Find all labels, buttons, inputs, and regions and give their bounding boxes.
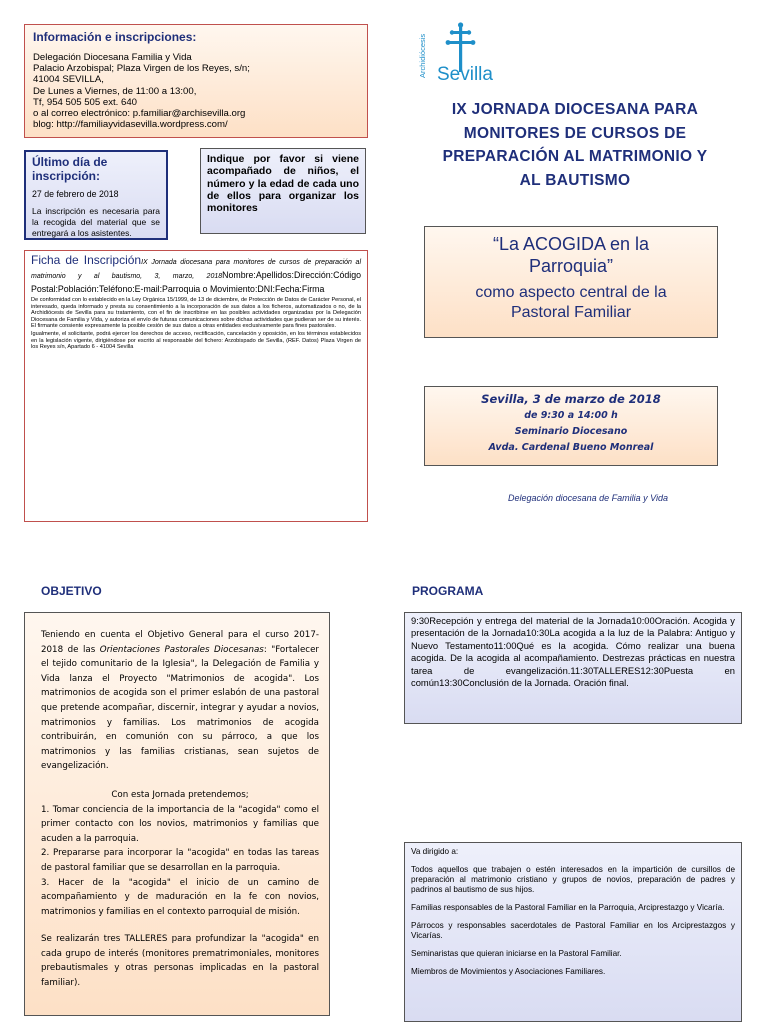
objetivo-box [24, 612, 330, 1016]
audience-box [404, 842, 742, 1022]
info-line: Tf, 954 505 505 ext. 640 [33, 96, 138, 108]
programa-heading: PROGRAMA [412, 584, 484, 598]
deadline-box [24, 150, 168, 240]
form-event: IX Jornada diocesana para monitores de cursos de preparación al matrimonio y al bautismo, 3, marzo, 2018 [31, 259, 362, 280]
objetivo-item: 3. Hacer de la "acogida" el inicio de un camino de acompañamiento y de maduración en la fe con novios, matrimonios y familias en el contexto parroquial de misión. [41, 877, 319, 917]
form-header [31, 254, 361, 296]
objetivo-item: 2. Prepararse para incorporar la "acogida" en todas las tareas de pastoral familiar que se desarrollan en la parroquia. [41, 848, 319, 873]
theme-quote: “La ACOGIDA en la [492, 234, 650, 254]
objetivo-italic: Orientaciones Pastorales Diocesanas [99, 644, 264, 655]
info-title: Información e inscripciones: [33, 30, 197, 44]
objetivo-text: Teniendo en cuenta el Objetivo General para el curso 2017-2018 de las [41, 630, 319, 655]
info-email: o al correo electrónico: p.familiar@archisevilla.org [33, 108, 246, 120]
audience-heading: Va dirigido a: [411, 847, 459, 856]
info-line: Palacio Arzobispal; Plaza Virgen de los Reyes, s/n; [33, 63, 250, 75]
registration-form [24, 250, 368, 522]
objetivo-talleres: Se realizarán tres TALLERES para profundizar la "acogida" en cada grupo de interés (monitores prematrimoniales, monitores prebautismales y otras personas implicadas en la pastoral familiar). [41, 934, 319, 989]
title-line: MONITORES DE CURSOS DE [463, 124, 687, 142]
objetivo-text: : "Fortalecer el tejido comunitario de la Iglesia", la Delegación de Familia y Vida lanza el Proyecto "Matrimonios de acogida". Los matrimonios de acogida son el primer eslabón de una pastoral que pretende acompañar, discernir, integrar y ayudar a novios, matrimonios y familias. Los matrimonios de acogida contribuirán, en comunión con su párroco, a que los matrimonios y las familias cristianas, sean sujetos de evangelización. [41, 644, 319, 772]
audience-item: Familias responsables de la Pastoral Familiar en la Parroquia, Arciprestazgo y Vicaría. [411, 903, 725, 912]
event-date: Sevilla, 3 de marzo de 2018 [481, 392, 661, 406]
event-details [424, 386, 718, 466]
delegation-label: Delegación diocesana de Familia y Vida [508, 493, 668, 503]
theme-subtitle: Pastoral Familiar [510, 304, 632, 321]
legal-text: Igualmente, el solicitante, podrá ejercer los derechos de acceso, rectificación, cancelación y oposición, en los términos establecidos en la legislación vigente, dirigiéndose por escrito al responsable del fichero: Arzobispado de Sevilla, (REF. Datos) Plaza Virgen de los Reyes s/n, Apartado 6 - 41004 Sevilla [31, 330, 361, 351]
info-line: 41004 SEVILLA, [33, 74, 104, 86]
info-box [24, 24, 368, 138]
audience-item: Miembros de Movimientos y Asociaciones Familiares. [411, 967, 606, 976]
children-note: Indique por favor si viene acompañado de niños, el número y la edad de cada uno de ellos para organizar los monitores [200, 148, 366, 234]
deadline-title: Último día de inscripción: [32, 155, 108, 183]
main-title [400, 98, 750, 192]
form-title: Ficha de Inscripción [31, 253, 142, 267]
objetivo-intro: Con esta Jornada pretendemos; [111, 789, 249, 800]
theme-box [424, 226, 718, 338]
title-line: AL BAUTISMO [519, 171, 631, 189]
theme-quote: Parroquia” [528, 256, 614, 276]
audience-item: Seminaristas que quieran iniciarse en la Pastoral Familiar. [411, 949, 622, 958]
deadline-text: La inscripción es necesaria para la recogida del material que se entregará a los asistentes. [32, 206, 160, 238]
event-address: Avda. Cardenal Bueno Monreal [488, 442, 654, 453]
title-line: PREPARACIÓN AL MATRIMONIO Y [442, 148, 708, 165]
logo-name: Sevilla [437, 64, 493, 85]
objetivo-heading: OBJETIVO [41, 584, 102, 598]
audience-item: Todos aquellos que trabajen o estén interesados en la impartición de cursillos de preparación al matrimonio cristiano y grupos de novios, preparación de padres y padrinos al bautismo de sus hijos. [411, 865, 735, 894]
info-blog: blog: http://familiayvidasevilla.wordpress.com/ [33, 119, 228, 131]
deadline-date: 27 de febrero de 2018 [32, 189, 119, 199]
archdiocese-logo [415, 20, 495, 86]
info-line: Delegación Diocesana Familia y Vida [33, 52, 192, 63]
audience-item: Párrocos y responsables sacerdotales de Pastoral Familiar en los Arciprestazgos y Vicarías. [411, 921, 735, 940]
info-line: De Lunes a Viernes, de 11:00 a 13:00, [33, 85, 197, 97]
cross-icon [415, 20, 495, 86]
theme-subtitle: como aspecto central de la [475, 284, 667, 301]
legal-text: De conformidad con lo establecido en la Ley Orgánica 15/1999, de 13 de diciembre, de Protección de Datos de Carácter Personal, el interesado, queda informado y presta su consentimiento a la incorporación de sus datos a los ficheros, automatizados o no, de la Archidiócesis de Sevilla para su tratamiento, con el fin de inscribirse en las posibles actividades organizadas por la Delegación Diocesana de Familia y Vida, y autoriza el envío de futuras comunicaciones sobre dichas actividades que pudieran ser de su interés. El firmante consiente expresamente la posible cesión de sus datos a otras entidades exclusivamente para fines pastorales. [31, 297, 361, 330]
objetivo-paragraph [41, 628, 319, 774]
programa-box: 9:30Recepción y entrega del material de la Jornada10:00Oración. Acogida y presentación de la Jornada10:30La acogida a la luz de la Palabra: Antiguo y Nuevo Testamento11:00Qué es la acogida. Cómo realizar una buena acogida. De la acogida al acompañamiento. Destrezas prácticas en nuestra tarea de evangelización.11:30TALLERES12:30Puesta en común13:30Conclusión de la Jornada. Oración final. [404, 612, 742, 724]
title-line: IX JORNADA DIOCESANA PARA [451, 101, 699, 118]
objetivo-item: 1. Tomar conciencia de la importancia de la "acogida" como el primer contacto con los novios, matrimonios y familias que acuden a la parroquia. [41, 804, 319, 844]
form-fields: Nombre:Apellidos:Dirección:Código Postal:Población:Teléfono:E-mail:Parroquia o Movimiento:DNI:Fecha:Firma [31, 270, 361, 294]
event-time: de 9:30 a 14:00 h [524, 410, 618, 421]
logo-side-text: Archidiócesis [418, 33, 427, 78]
event-place: Seminario Diocesano [514, 426, 628, 437]
